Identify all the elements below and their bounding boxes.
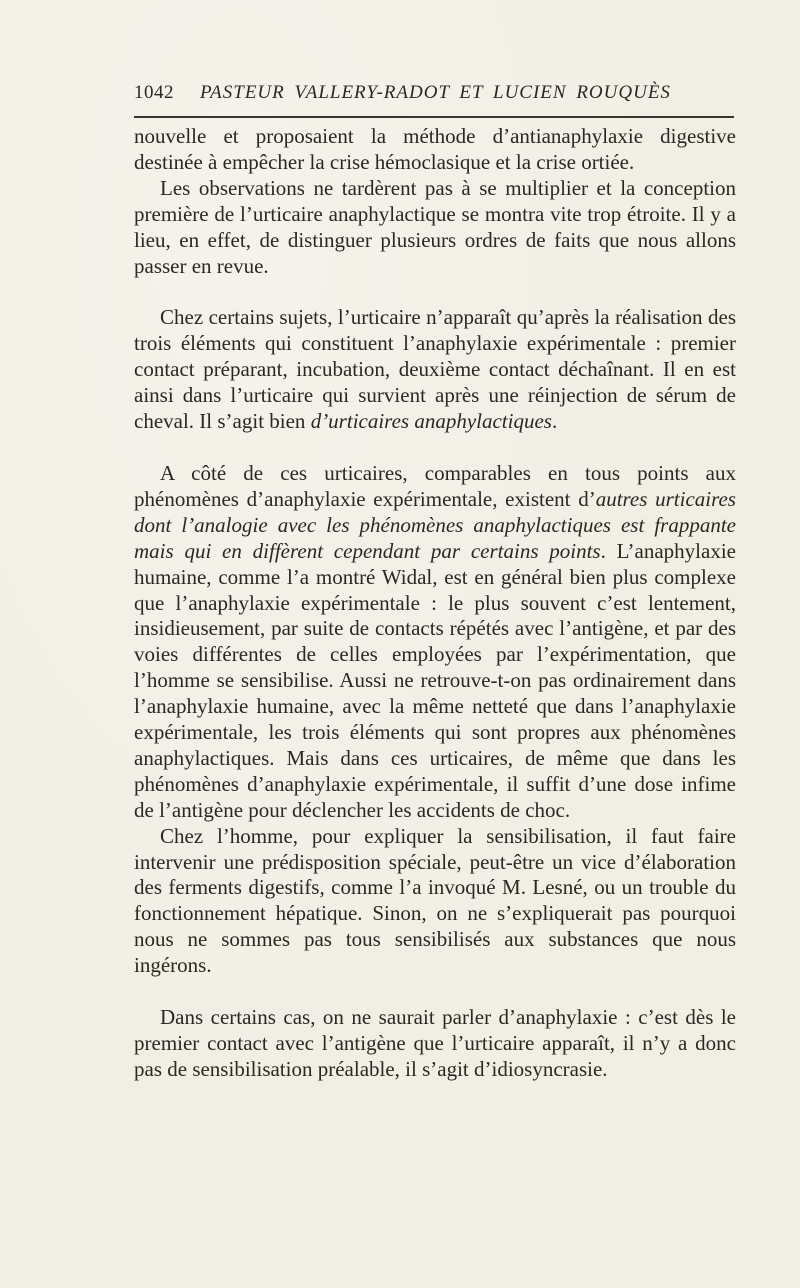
paragraph-p5 <box>134 824 736 979</box>
paragraph-gap <box>134 979 736 1005</box>
text-run: . L’anaphylaxie humaine, comme l’a montré Widal, est en général bien plus complexe que l’anaphylaxie expérimentale : le plus souvent c’est lentement, insidieusement, par suite de contacts répétés avec l’antigène, et par des voies différentes de celles employées par l’expérimentation, que l’homme se sensibilise. Aussi ne retrouve-t-on pas ordinairement dans l’anaphylaxie humaine, avec la même netteté que dans l’anaphylaxie expérimentale, les trois éléments qui sont propres aux phénomènes anaphylactiques. Mais dans ces urticaires, de même que dans les phénomènes d’anaphylaxie expérimentale, il suffit d’une dose infime de l’antigène pour déclencher les accidents de choc. <box>134 538 736 822</box>
paragraph-p2 <box>134 176 736 280</box>
paragraph-gap <box>134 435 736 461</box>
page-number: 1042 <box>134 82 174 103</box>
text-run: A côté de ces urticaires, comparables en tous points aux phénomènes d’anaphylaxie expérimentale, existent d’ <box>134 460 736 511</box>
page-header <box>134 78 734 108</box>
paragraph-p3 <box>134 305 736 435</box>
text-run: nouvelle et proposaient la méthode d’antianaphylaxie digestive destinée à empêcher la crise hémoclasique et la crise ortiée. <box>134 124 736 174</box>
paragraph-p1 <box>134 124 736 176</box>
italic-text: autres urticaires dont l’analogie avec les phénomènes anaphylactiques est frappante mais qui en diffèrent cependant par certains points <box>134 486 736 563</box>
running-head: PASTEUR VALLERY-RADOT ET LUCIEN ROUQUÈS <box>200 82 671 103</box>
paragraph-p6 <box>134 1005 736 1083</box>
text-run: Chez certains sujets, l’urticaire n’apparaît qu’après la réalisation des trois éléments qui constituent l’anaphylaxie expérimentale : premier contact préparant, incubation, deuxième contact déchaînant. Il en est ainsi dans l’urticaire qui survient après une réinjection de sérum de cheval. Il s’agit bien <box>134 305 736 434</box>
text-run: Chez l’homme, pour expliquer la sensibilisation, il faut faire intervenir une prédisposition spéciale, peut-être un vice d’élaboration des ferments digestifs, comme l’a invoqué M. Lesné, ou un trouble du fonctionnement hépatique. Sinon, on ne s’expliquerait pas pourquoi nous ne sommes pas tous sensibilisés aux substances que nous ingérons. <box>134 823 736 978</box>
text-run: . <box>551 409 558 434</box>
body-text <box>134 124 736 1083</box>
header-rule <box>134 116 734 118</box>
paragraph-p4 <box>134 461 736 824</box>
italic-text: d’urticaires anaphylactiques <box>310 409 552 434</box>
text-run: Les observations ne tardèrent pas à se multiplier et la conception première de l’urticaire anaphylactique se montra vite trop étroite. Il y a lieu, en effet, de distinguer plusieurs ordres de faits que nous allons passer en revue. <box>134 175 736 278</box>
text-run: Dans certains cas, on ne saurait parler d’anaphylaxie : c’est dès le premier contact avec l’antigène que l’urticaire apparaît, il n’y a donc pas de sensibilisation préalable, il s’agit d’idiosyncrasie. <box>134 1005 736 1081</box>
paragraph-gap <box>134 279 736 305</box>
